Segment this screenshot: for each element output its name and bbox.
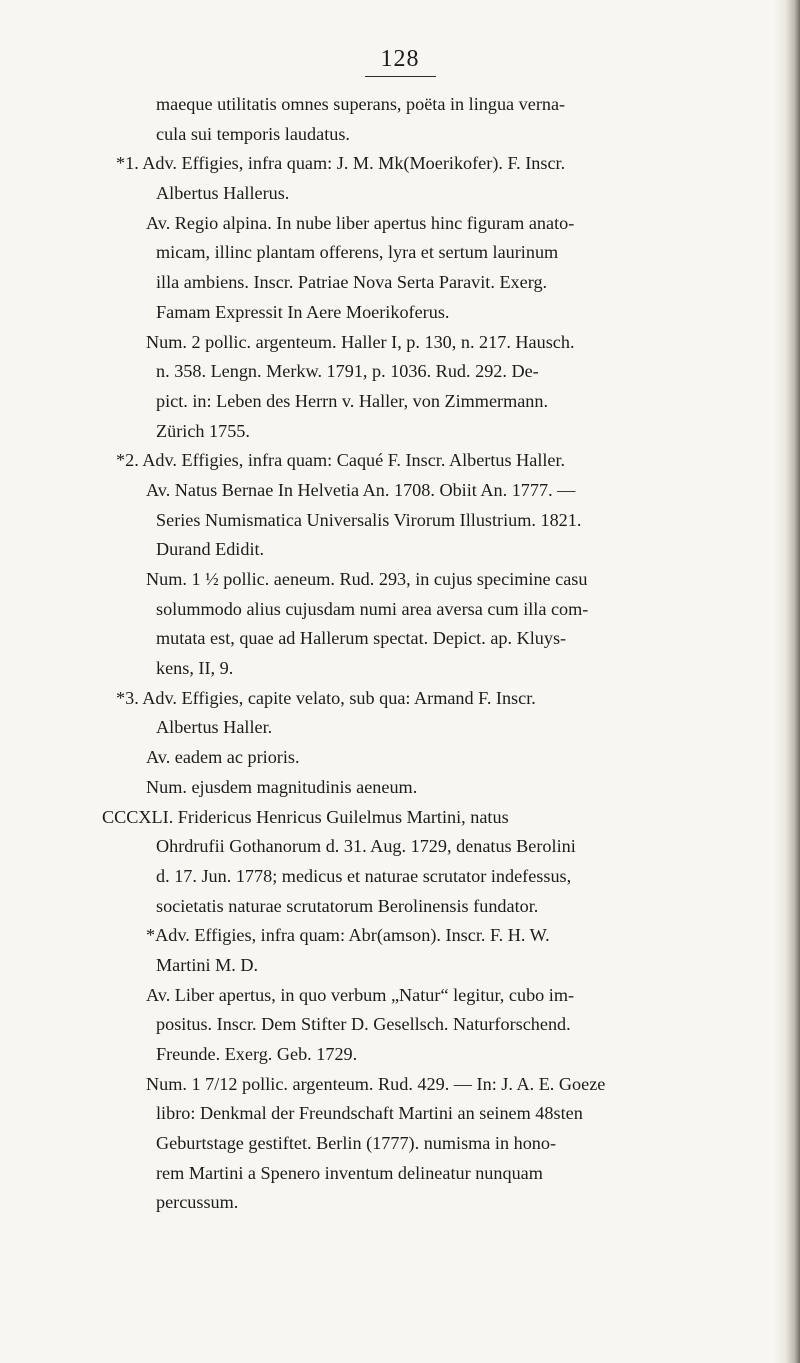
text-line: micam, illinc plantam offerens, lyra et sertum laurinum [156,242,559,263]
text-line: *3. Adv. Effigies, capite velato, sub qua: Armand F. Inscr. [116,687,536,708]
page-edge-shadow [774,0,800,1363]
text-line: n. 358. Lengn. Merkw. 1791, p. 1036. Rud. 292. De- [156,361,539,382]
text-line: positus. Inscr. Dem Stifter D. Gesellsch. Naturforschend. [156,1014,571,1035]
text-line: *2. Adv. Effigies, infra quam: Caqué F. Inscr. Albertus Haller. [116,450,566,471]
text-line: Durand Edidit. [156,539,265,560]
text-line: Famam Expressit In Aere Moerikoferus. [156,301,450,322]
page-number [0,46,800,77]
text-line: Freunde. Exerg. Geb. 1729. [156,1044,358,1064]
text-line: Series Numismatica Universalis Virorum Illustrium. 1821. [156,509,582,530]
text-line: mutata est, quae ad Hallerum spectat. Depict. ap. Kluys- [156,628,567,649]
text-line: d. 17. Jun. 1778; medicus et naturae scrutator indefessus, [156,865,572,886]
text-line: CCCXLI. Fridericus Henricus Guilelmus Martini, natus [102,806,509,827]
text-line: Albertus Haller. [156,717,273,738]
text-body [102,90,762,1218]
text-line: cula sui temporis laudatus. [156,123,350,144]
text-line: rem Martini a Spenero inventum delineatur nunquam [156,1162,543,1183]
text-line: Num. ejusdem magnitudinis aeneum. [146,776,418,797]
text-line: *Adv. Effigies, infra quam: Abr(amson). Inscr. F. H. W. [146,925,550,946]
text-line: Num. 1 7/12 pollic. argenteum. Rud. 429. — In: J. A. E. Goeze [146,1073,606,1094]
text-line: percussum. [156,1192,239,1213]
text-line: Av. Liber apertus, in quo verbum „Natur“ legitur, cubo im- [146,984,575,1005]
text-line: Av. Regio alpina. In nube liber apertus hinc figuram anato- [146,212,575,233]
text-line: Av. Natus Bernae In Helvetia An. 1708. Obiit An. 1777. — [146,479,576,500]
text-line: Av. eadem ac prioris. [146,747,300,768]
text-line: Albertus Hallerus. [156,183,290,204]
text-line: Zürich 1755. [156,420,250,441]
text-line: Num. 2 pollic. argenteum. Haller I, p. 130, n. 217. Hausch. [146,331,575,352]
text-line: solummodo alius cujusdam numi area aversa cum illa com- [156,598,589,619]
text-line: pict. in: Leben des Herrn v. Haller, von Zimmermann. [156,390,549,411]
text-line: illa ambiens. Inscr. Patriae Nova Serta Paravit. Exerg. [156,272,548,293]
text-line: maeque utilitatis omnes superans, poëta in lingua verna- [156,94,566,114]
text-line: Ohrdrufii Gothanorum d. 31. Aug. 1729, denatus Berolini [156,836,576,857]
text-line: *1. Adv. Effigies, infra quam: J. M. Mk(Moerikofer). F. Inscr. [116,153,566,174]
text-line: Geburtstage gestiftet. Berlin (1777). numisma in hono- [156,1133,557,1154]
text-line: societatis naturae scrutatorum Berolinensis fundator. [156,895,539,916]
page-number-text: 128 [365,46,436,77]
text-line: libro: Denkmal der Freundschaft Martini an seinem 48sten [156,1103,583,1124]
text-line: kens, II, 9. [156,658,234,679]
text-line: Martini M. D. [156,954,259,975]
text-line: Num. 1 ½ pollic. aeneum. Rud. 293, in cujus specimine casu [146,569,588,589]
